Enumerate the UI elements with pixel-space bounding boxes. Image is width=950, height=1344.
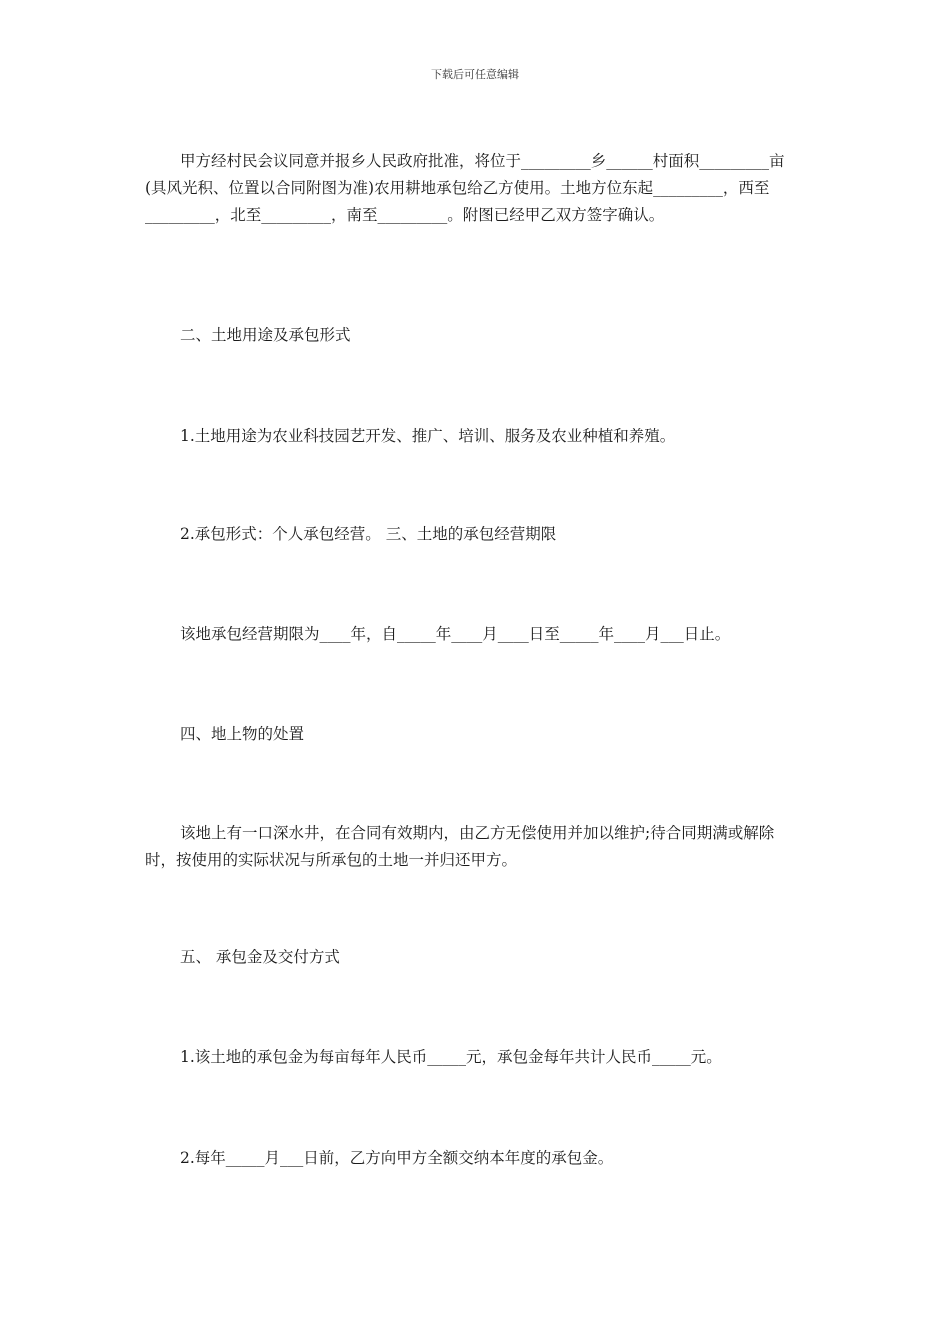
fee-amount-clause: 1.该土地的承包金为每亩每年人民币_____元，承包金每年共计人民币_____元。: [180, 1048, 722, 1066]
section-heading-land-use: 二、土地用途及承包形式: [180, 326, 351, 344]
section-heading-ground-objects: 四、地上物的处置: [180, 725, 305, 743]
land-use-clause: 1.土地用途为农业科技园艺开发、推广、培训、服务及农业种植和养殖。: [180, 427, 676, 445]
section-heading-payment: 五、 承包金及交付方式: [180, 948, 340, 966]
land-location-paragraph: 甲方经村民会议同意并报乡人民政府批准，将位于_________乡______村面积_________亩(具风光积、位置以合同附图为准)农用耕地承包给乙方使用。土地方位东起_________，西至_________，北至_________，南至_________。附图已经甲乙双方签字确认。: [145, 152, 785, 224]
term-clause: 该地承包经营期限为____年，自_____年____月____日至_____年____月___日止。: [180, 625, 731, 643]
payment-date-clause: 2.每年_____月___日前，乙方向甲方全额交纳本年度的承包金。: [180, 1149, 614, 1167]
well-clause: 该地上有一口深水井，在合同有效期内，由乙方无偿使用并加以维护;待合同期满或解除时，按使用的实际状况与所承包的土地一并归还甲方。: [145, 824, 775, 869]
page-header: 下载后可任意编辑: [431, 68, 519, 81]
contract-form-clause: 2.承包形式：个人承包经营。 三、土地的承包经营期限: [180, 525, 557, 543]
